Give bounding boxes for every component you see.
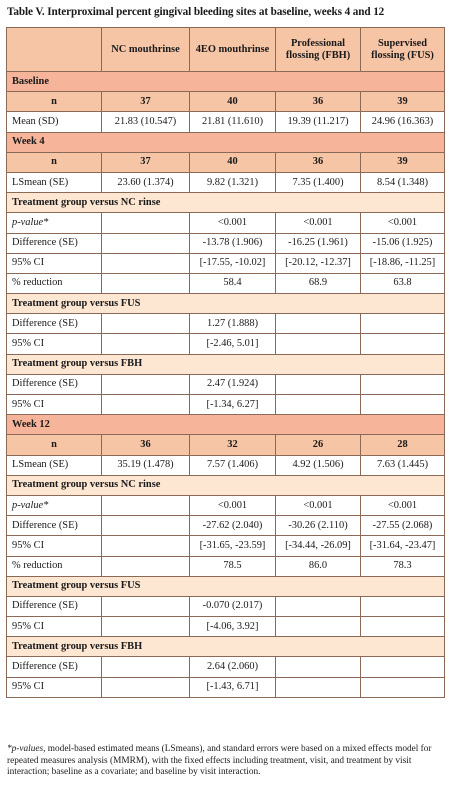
table-cell [276, 314, 361, 334]
table-cell [102, 516, 190, 536]
table-cell: 7.35 (1.400) [276, 172, 361, 192]
table-cell: 39 [361, 92, 445, 112]
table-row [7, 395, 445, 415]
row-label: Mean (SD) [7, 112, 102, 132]
row-label: Difference (SE) [7, 374, 102, 394]
section-heading: Baseline [7, 72, 445, 92]
table-cell: -13.78 (1.906) [190, 233, 276, 253]
table-cell: 40 [190, 92, 276, 112]
table-cell: 4.92 (1.506) [276, 455, 361, 475]
table-row [7, 334, 445, 354]
table-cell: 2.64 (2.060) [190, 657, 276, 677]
table-cell: <0.001 [361, 213, 445, 233]
table-cell: 68.9 [276, 273, 361, 293]
table-cell [102, 536, 190, 556]
table-cell [102, 273, 190, 293]
table-cell [102, 334, 190, 354]
table-cell: 1.27 (1.888) [190, 314, 276, 334]
table-cell: 24.96 (16.363) [361, 112, 445, 132]
table-cell [102, 495, 190, 515]
header-cell-3: Professional flossing (FBH) [276, 28, 361, 72]
row-label: n [7, 435, 102, 455]
section-heading: Week 4 [7, 132, 445, 152]
table-cell [102, 395, 190, 415]
table-cell: 26 [276, 435, 361, 455]
row-label: n [7, 152, 102, 172]
table-cell: 36 [102, 435, 190, 455]
table-cell: 58.4 [190, 273, 276, 293]
table-cell: <0.001 [190, 213, 276, 233]
table-cell: 28 [361, 435, 445, 455]
comparison-heading: Treatment group versus FBH [7, 637, 445, 657]
table-cell: [-18.86, -11.25] [361, 253, 445, 273]
table-cell: -27.55 (2.068) [361, 516, 445, 536]
section-row [7, 415, 445, 435]
row-label: Difference (SE) [7, 657, 102, 677]
table-cell: 86.0 [276, 556, 361, 576]
table-cell: 39 [361, 152, 445, 172]
table-cell: 35.19 (1.478) [102, 455, 190, 475]
table-cell: [-1.43, 6.71] [190, 677, 276, 697]
table-cell: 37 [102, 92, 190, 112]
n-row [7, 435, 445, 455]
footnote [7, 744, 447, 779]
table-cell [276, 374, 361, 394]
table-row [7, 536, 445, 556]
comparison-heading: Treatment group versus FUS [7, 294, 445, 314]
table-cell: [-31.64, -23.47] [361, 536, 445, 556]
table-cell: 36 [276, 152, 361, 172]
table-cell: [-2.46, 5.01] [190, 334, 276, 354]
table-row [7, 233, 445, 253]
header-row [7, 28, 445, 72]
table-cell [102, 596, 190, 616]
header-cell-1: NC mouthrinse [102, 28, 190, 72]
table-cell [276, 334, 361, 354]
n-row [7, 152, 445, 172]
table-row [7, 112, 445, 132]
table-cell: -15.06 (1.925) [361, 233, 445, 253]
table-body [7, 28, 445, 698]
table-row [7, 677, 445, 697]
table-cell: [-1.34, 6.27] [190, 395, 276, 415]
table-cell: 23.60 (1.374) [102, 172, 190, 192]
footnote-star: *p-values [7, 744, 44, 754]
row-label: 95% CI [7, 334, 102, 354]
table-cell: 36 [276, 92, 361, 112]
row-label: % reduction [7, 273, 102, 293]
row-label: 95% CI [7, 677, 102, 697]
table-row [7, 556, 445, 576]
table-cell: 37 [102, 152, 190, 172]
table-row [7, 213, 445, 233]
table-cell: 63.8 [361, 273, 445, 293]
row-label: 95% CI [7, 253, 102, 273]
table-row [7, 273, 445, 293]
table-row [7, 455, 445, 475]
header-cell-2: 4EO mouthrinse [190, 28, 276, 72]
table-title: Table V. Interproximal percent gingival bleeding sites at baseline, weeks 4 and 12 [7, 6, 385, 18]
table-cell: -16.25 (1.961) [276, 233, 361, 253]
table-cell [361, 374, 445, 394]
row-label: p-value* [7, 213, 102, 233]
table-cell: 2.47 (1.924) [190, 374, 276, 394]
table-row [7, 172, 445, 192]
section-heading: Week 12 [7, 415, 445, 435]
comparison-heading: Treatment group versus NC rinse [7, 475, 445, 495]
comparison-row [7, 475, 445, 495]
table-cell [102, 677, 190, 697]
table-cell [361, 617, 445, 637]
table-row [7, 495, 445, 515]
table-cell: 9.82 (1.321) [190, 172, 276, 192]
table-cell [361, 596, 445, 616]
table-cell: -30.26 (2.110) [276, 516, 361, 536]
table-row [7, 516, 445, 536]
table-cell [276, 596, 361, 616]
table-cell [361, 395, 445, 415]
row-label: % reduction [7, 556, 102, 576]
table-cell: [-31.65, -23.59] [190, 536, 276, 556]
data-table [6, 27, 445, 698]
row-label: Difference (SE) [7, 314, 102, 334]
table-cell: [-20.12, -12.37] [276, 253, 361, 273]
comparison-row [7, 637, 445, 657]
table-cell [361, 334, 445, 354]
table-cell [276, 657, 361, 677]
table-cell: 7.57 (1.406) [190, 455, 276, 475]
table-cell [276, 395, 361, 415]
comparison-heading: Treatment group versus FBH [7, 354, 445, 374]
section-row [7, 72, 445, 92]
table-row [7, 314, 445, 334]
table-cell [102, 213, 190, 233]
comparison-row [7, 354, 445, 374]
row-label: 95% CI [7, 536, 102, 556]
table-cell [102, 556, 190, 576]
table-cell: [-34.44, -26.09] [276, 536, 361, 556]
table-cell [361, 314, 445, 334]
table-cell [102, 233, 190, 253]
table-row [7, 374, 445, 394]
row-label: LSmean (SE) [7, 172, 102, 192]
table-cell: 40 [190, 152, 276, 172]
table-row [7, 596, 445, 616]
table-cell: <0.001 [361, 495, 445, 515]
table-cell: -27.62 (2.040) [190, 516, 276, 536]
row-label: LSmean (SE) [7, 455, 102, 475]
comparison-row [7, 576, 445, 596]
table-cell: [-4.06, 3.92] [190, 617, 276, 637]
header-cell-0 [7, 28, 102, 72]
table-row [7, 253, 445, 273]
table-row [7, 657, 445, 677]
footnote-text: , model-based estimated means (LSmeans), and standard errors were based on a mixed effects model for repeated measures analysis (MMRM), with the fixed effects including treatment, visit, and treatment by visit interaction; baseline as a covariate; and baseline by visit interaction. [7, 744, 432, 778]
table-cell: 78.3 [361, 556, 445, 576]
table-cell [276, 677, 361, 697]
table-cell: 78.5 [190, 556, 276, 576]
table-cell: 8.54 (1.348) [361, 172, 445, 192]
table-cell [276, 617, 361, 637]
table-cell [102, 314, 190, 334]
table-row [7, 617, 445, 637]
table-cell: <0.001 [276, 495, 361, 515]
table-cell: 21.83 (10.547) [102, 112, 190, 132]
n-row [7, 92, 445, 112]
comparison-row [7, 193, 445, 213]
row-label: 95% CI [7, 395, 102, 415]
table-cell: [-17.55, -10.02] [190, 253, 276, 273]
table-cell: 32 [190, 435, 276, 455]
row-label: 95% CI [7, 617, 102, 637]
row-label: Difference (SE) [7, 596, 102, 616]
table-cell: 7.63 (1.445) [361, 455, 445, 475]
comparison-heading: Treatment group versus NC rinse [7, 193, 445, 213]
table-cell: <0.001 [276, 213, 361, 233]
table-cell: -0.070 (2.017) [190, 596, 276, 616]
row-label: n [7, 92, 102, 112]
row-label: Difference (SE) [7, 233, 102, 253]
table-cell: 19.39 (11.217) [276, 112, 361, 132]
row-label: Difference (SE) [7, 516, 102, 536]
table-cell: 21.81 (11.610) [190, 112, 276, 132]
comparison-row [7, 294, 445, 314]
table-cell: <0.001 [190, 495, 276, 515]
table-cell [102, 657, 190, 677]
table-cell [361, 657, 445, 677]
table-cell [102, 617, 190, 637]
row-label: p-value* [7, 495, 102, 515]
table-cell [361, 677, 445, 697]
header-cell-4: Supervised flossing (FUS) [361, 28, 445, 72]
table-cell [102, 374, 190, 394]
comparison-heading: Treatment group versus FUS [7, 576, 445, 596]
section-row [7, 132, 445, 152]
table-cell [102, 253, 190, 273]
